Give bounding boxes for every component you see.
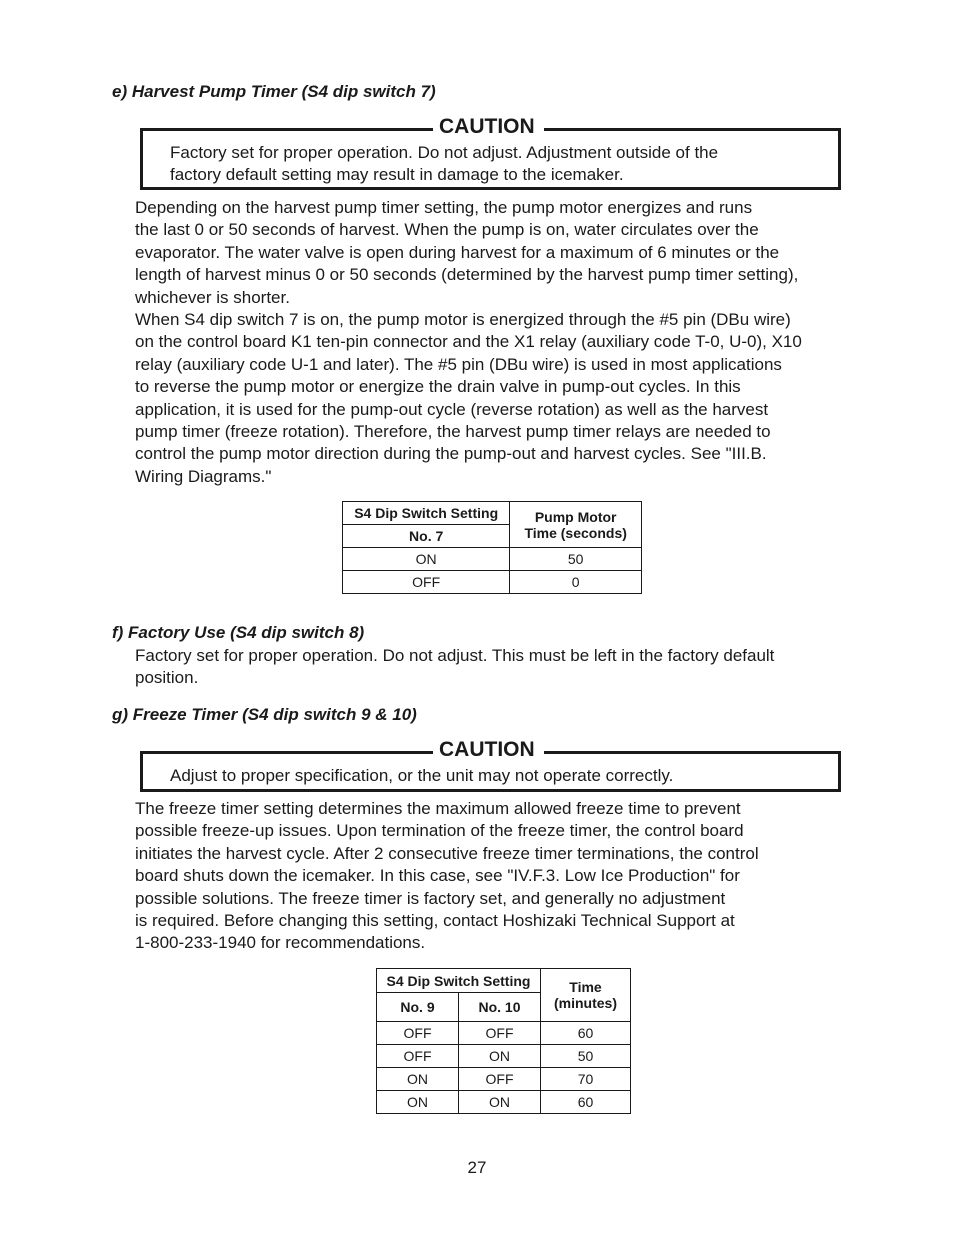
section-f-body [135, 645, 774, 690]
body-line: application, it is used for the pump-out cycle (reverse rotation) as well as the harvest [135, 399, 769, 419]
body-line: possible solutions. The freeze timer is factory set, and generally no adjustment [135, 888, 726, 908]
table-cell: OFF [459, 1068, 541, 1091]
table-cell: 70 [541, 1068, 631, 1091]
body-line: initiates the harvest cycle. After 2 consecutive freeze timer terminations, the control [135, 843, 759, 863]
table-header-col: No. 7 [343, 525, 510, 548]
caution-text-g [170, 765, 673, 787]
table-row [377, 1068, 631, 1091]
caution-box-e [140, 115, 841, 190]
table-cell: OFF [459, 1022, 541, 1045]
body-line: on the control board K1 ten-pin connector and the X1 relay (auxiliary code T-0, U-0), X10 [135, 332, 802, 352]
table-cell: ON [377, 1068, 459, 1091]
body-line: relay (auxiliary code U-1 and later). The #5 pin (DBu wire) is used in most applications [135, 354, 782, 374]
body-line: length of harvest minus 0 or 50 seconds (determined by the harvest pump timer setting), [135, 265, 799, 285]
body-line: possible freeze-up issues. Upon termination of the freeze timer, the control board [135, 821, 744, 841]
body-line: is required. Before changing this setting, contact Hoshizaki Technical Support at [135, 911, 735, 931]
body-line: the last 0 or 50 seconds of harvest. When the pump is on, water circulates over the [135, 220, 759, 240]
body-line: The freeze timer setting determines the maximum allowed freeze time to prevent [135, 799, 741, 818]
caution-box-g [140, 738, 841, 792]
table-cell: ON [459, 1091, 541, 1114]
table-row [343, 548, 642, 571]
table-cell: ON [459, 1045, 541, 1068]
body-line: to reverse the pump motor or energize the drain valve in pump-out cycles. In this [135, 377, 741, 397]
table-header-result [541, 969, 631, 1022]
body-line: When S4 dip switch 7 is on, the pump motor is energized through the #5 pin (DBu wire) [135, 310, 791, 330]
table-cell: 60 [541, 1091, 631, 1114]
table-cell: ON [343, 548, 510, 571]
table-header-group: S4 Dip Switch Setting [377, 969, 541, 993]
body-line: whichever is shorter. [135, 287, 290, 307]
caution-line: factory default setting may result in damage to the icemaker. [170, 165, 624, 185]
caution-line: Adjust to proper specification, or the unit may not operate correctly. [170, 766, 674, 785]
table-row [377, 1091, 631, 1114]
table-row [377, 1022, 631, 1045]
caution-label-g: CAUTION [433, 738, 544, 762]
body-line: control the pump motor direction during the pump-out and harvest cycles. See "III.B. [135, 444, 767, 464]
header-result-line1: Pump Motor [534, 508, 617, 525]
header-result-line2: (minutes) [554, 995, 617, 1011]
section-e-body [135, 197, 802, 488]
table-header-group: S4 Dip Switch Setting [343, 502, 510, 525]
section-e-heading: e) Harvest Pump Timer (S4 dip switch 7) [112, 82, 436, 101]
caution-label-e: CAUTION [433, 115, 544, 139]
section-g-body [135, 798, 759, 955]
table-header-result [510, 502, 642, 548]
table-cell: 50 [541, 1045, 631, 1068]
table-header-col-no9: No. 9 [377, 993, 459, 1022]
table-row [343, 571, 642, 594]
table-cell: 0 [510, 571, 642, 594]
caution-text-e [170, 142, 718, 187]
table-header-col-no10: No. 10 [459, 993, 541, 1022]
table-cell: OFF [343, 571, 510, 594]
caution-line: Factory set for proper operation. Do not adjust. Adjustment outside of the [170, 143, 719, 162]
header-result-line2: Time (seconds) [524, 524, 627, 541]
body-line: evaporator. The water valve is open during harvest for a maximum of 6 minutes or the [135, 242, 780, 262]
harvest-pump-timer-table [342, 501, 642, 594]
body-line: Wiring Diagrams." [135, 466, 272, 486]
body-line: board shuts down the icemaker. In this case, see "IV.F.3. Low Ice Production" for [135, 866, 740, 886]
freeze-timer-table [376, 968, 631, 1114]
body-line: Factory set for proper operation. Do not adjust. This must be left in the factory default [135, 646, 775, 665]
table-cell: OFF [377, 1045, 459, 1068]
table-cell: 60 [541, 1022, 631, 1045]
table-cell: OFF [377, 1022, 459, 1045]
section-g-heading: g) Freeze Timer (S4 dip switch 9 & 10) [112, 705, 417, 724]
body-line: position. [135, 668, 199, 688]
body-line: pump timer (freeze rotation). Therefore, the harvest pump timer relays are needed to [135, 422, 771, 442]
page-number: 27 [467, 1158, 487, 1177]
body-line: 1-800-233-1940 for recommendations. [135, 933, 426, 953]
table-cell: 50 [510, 548, 642, 571]
table-cell: ON [377, 1091, 459, 1114]
table-row [377, 1045, 631, 1068]
section-f-heading: f) Factory Use (S4 dip switch 8) [112, 623, 365, 642]
header-result-line1: Time [569, 979, 602, 995]
body-line: Depending on the harvest pump timer setting, the pump motor energizes and runs [135, 198, 753, 217]
